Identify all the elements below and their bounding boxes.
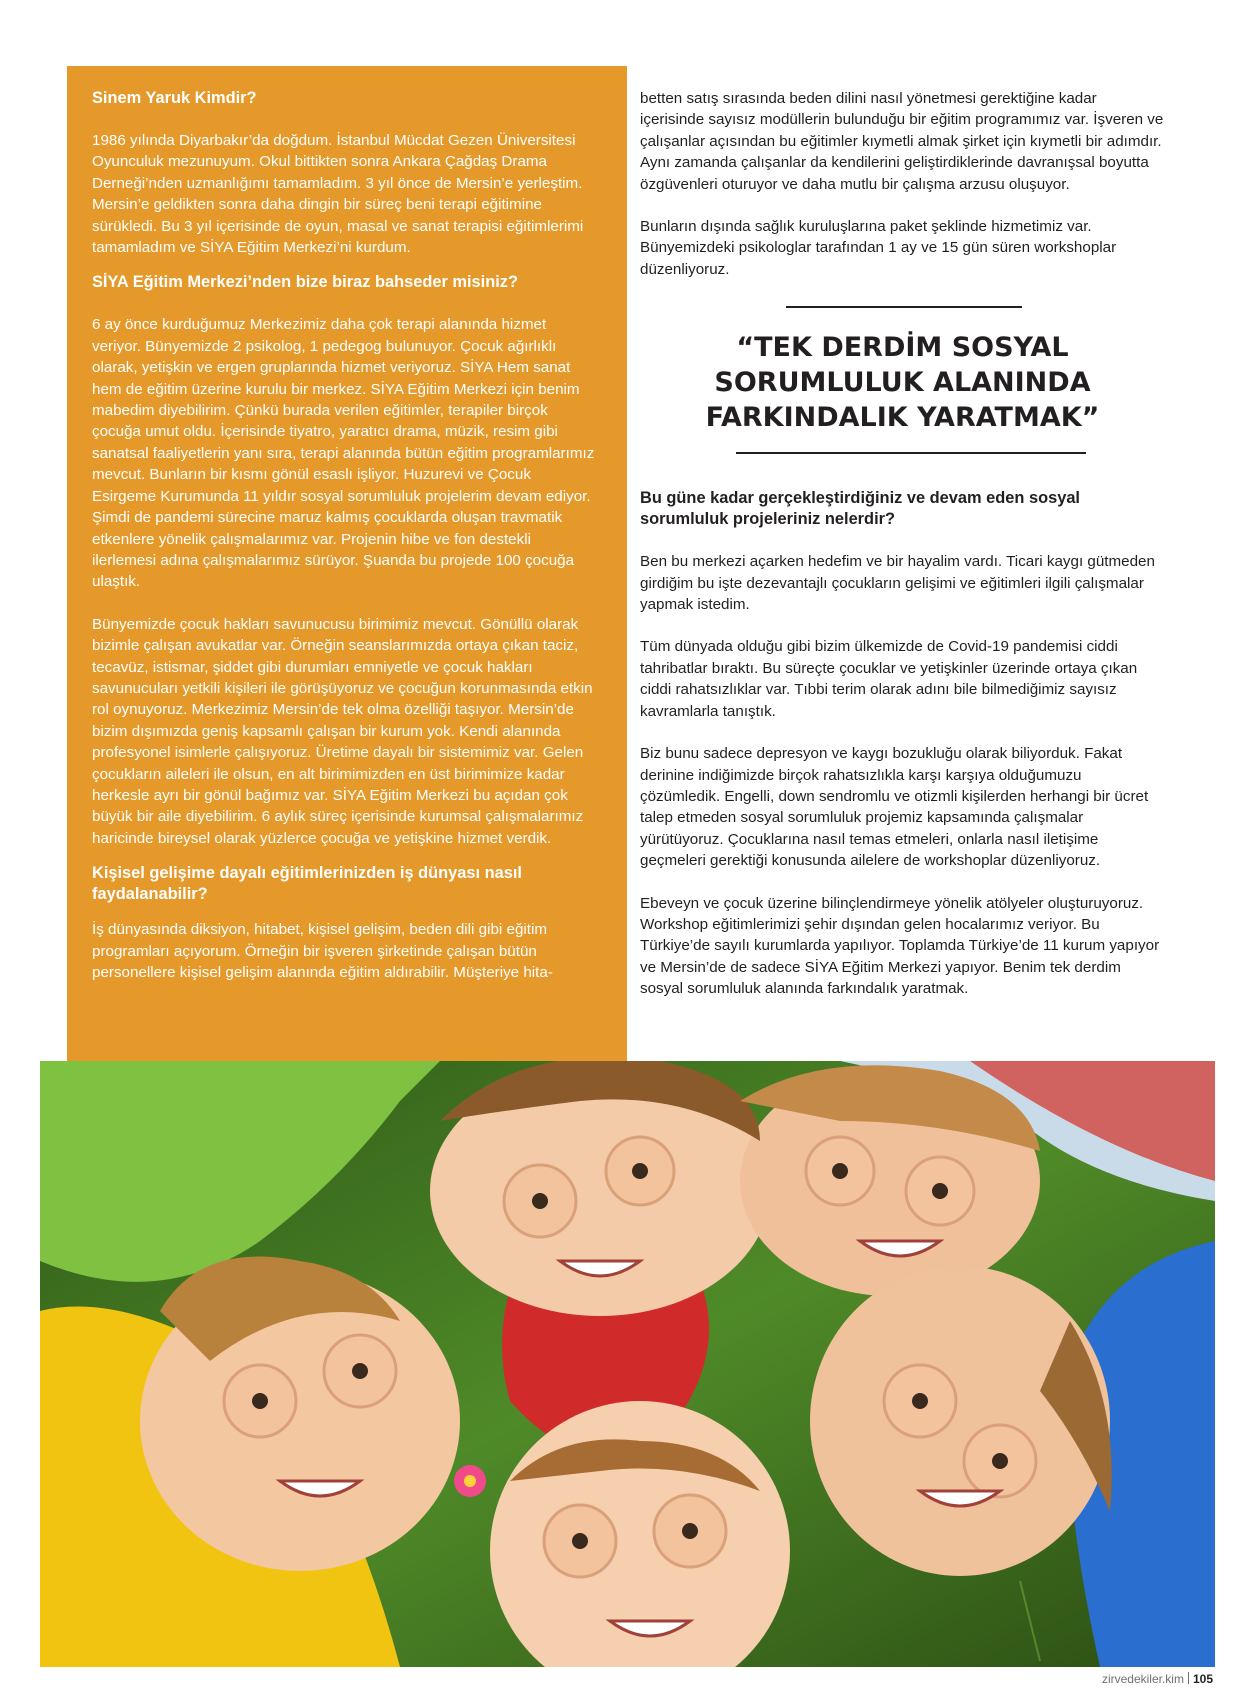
right-paragraph-1: betten satış sırasında beden dilini nasıl yönetmesi gerektiğine kadar içerisinde sayısız modüllerin bulunduğu bir eğitim programımız var. İşveren ve çalışanlar açısından bu eğitimler kıymetli almak şirket için kıymetli bir adımdır. Aynı zamanda çalışanlar da kendilerini geliştirdiklerinde davranışsal boyutta özgüvenleri oturuyor ve daha mutlu bir çalışma arzusu oluşuyor. — [640, 90, 1164, 193]
right-paragraph-4: Tüm dünyada olduğu gibi bizim ülkemizde de Covid-19 pandemisi ciddi tahribatlar bıraktı. Bu süreçte çocuklar ve yetişkinler üzerinde ortaya çıkan ciddi rahatsızlıklar var. Tıbbi terim olarak adını bile bilmediğimiz sayısız kavramlarla tanıştık. — [640, 638, 1138, 720]
footer-separator — [1188, 1672, 1189, 1684]
heading-business-world: Kişisel gelişime dayalı eğitimlerinizden iş dünyası nasıl faydalanabilir? — [92, 864, 522, 904]
right-paragraph-3: Ben bu merkezi açarken hedefim ve bir hayalim vardı. Ticari kaygı gütmeden girdiğim bu işte dezevantajlı çocukların gelişimi ve eğitimleri ilgili çalışmalar yapmak istedim. — [640, 553, 1155, 614]
left-paragraph-3: Bünyemizde çocuk hakları savunucusu birimimiz mevcut. Gönüllü olarak bizimle çalışan avukatlar var. Örneğin seanslarımızda ortaya çıkan taciz, tecavüz, istismar, şiddet gibi durumları emniyetle ve çocuk hakları savunucuları yetkili kişileri ile görüşüyoruz ve çocuğun korunmasında etkin rol oynuyoruz. Merkezimiz Mersin’de tek olma özelliği taşıyor. Mersin’de bizim dışımızda geniş kapsamlı çalışan bir kurum yok. Kendi alanında profesyonel isimlerle çalışıyoruz. Üretime dayalı bir sistemimiz var. Gelen çocukların aileleri ile olsun, en alt birimimizden en üst birimimize kadar herkesle ayrı bir gönül bağımız var. SİYA Eğitim Merkezi bu açıdan çok büyük bir aile diyebilirim. 6 aylık süreç içerisinde kurumsal çalışmalarımız haricinde bireysel olarak yüzlerce çocuğa ve yetişkine hizmet verdik. — [92, 615, 593, 847]
right-text-column — [640, 88, 1165, 1000]
children-photo-illustration — [40, 1061, 1215, 1667]
page-number: 105 — [1192, 1672, 1213, 1686]
left-paragraph-4: İş dünyasında diksiyon, hitabet, kişisel gelişim, beden dili gibi eğitim programları açıyorum. Örneğin bir işveren şirketinde çalışan bütün personellere kişisel gelişim alanında eğitim aldırabilir. Müşteriye hita- — [92, 921, 553, 981]
footer-site: zirvedekiler.kim — [1101, 1672, 1184, 1686]
left-paragraph-2: 6 ay önce kurduğumuz Merkezimiz daha çok terapi alanında hizmet veriyor. Bünyemizde 2 psikolog, 1 pedegog bulunuyor. Çocuk ağırlıklı olarak, yetişkin ve ergen gruplarında hizmet veriyoruz. SİYA Hem sanat hem de eğitim üzerine kurulu bir merkez. SİYA Eğitim Merkezi için benim mabedim diyebilirim. Çünkü burada verilen eğitimler, terapiler birçok çocuğa umut oldu. İçerisinde tiyatro, yaratıcı drama, müzik, resim gibi sanatsal faaliyetlerin yanı sıra, terapi alanında bütün eğitim programlarımız mevcut. Bunların bir kısmı gönül esaslı işliyor. Huzurevi ve Çocuk Esirgeme Kurumunda 11 yıldır sosyal sorumluluk projelerim devam ediyor. Şimdi de pandemi sürecine maruz kalmış çocuklarda oluşan travmatik etkenlere yönelik çalışmalarımız var. Projenin hibe ve fon destekli ilerlemesi adına çalışmalarımız sürüyor. Şuanda bu projede 100 çocuğa ulaştık. — [92, 316, 595, 591]
heading-about-siya: SİYA Eğitim Merkezi’nden bize biraz bahseder misiniz? — [92, 273, 518, 292]
pull-quote-block — [640, 294, 1165, 466]
pull-quote: “TEK DERDİM SOSYAL SORUMLULUK ALANINDA FARKINDALIK YARATMAK” — [705, 332, 1100, 434]
page-footer — [1102, 1672, 1213, 1686]
left-paragraph-1: 1986 yılında Diyarbakır’da doğdum. İstanbul Mücdat Gezen Üniversitesi Oyunculuk mezunuyum. Okul bittikten sonra Ankara Çağdaş Drama Derneği’nden uzmanlığımı tamamladım. 3 yıl önce de Mersin’e yerleştim. Mersin’e geldikten sonra daha dingin bir süreç beni terapi eğitimine sürükledi. Bu 3 yıl içerisinde de oyun, masal ve sanat terapisi eğitimlerimi tamamladım ve SİYA Eğitim Merkezi’ni kurdum. — [92, 132, 584, 257]
heading-who-is-sinem-yaruk: Sinem Yaruk Kimdir? — [92, 89, 257, 107]
right-paragraph-2: Bunların dışında sağlık kuruluşlarına paket şeklinde hizmetimiz var. Bünyemizdeki psikologlar tarafından 1 ay ve 15 gün süren workshoplar düzenliyoruz. — [640, 218, 1117, 278]
quote-top-rule — [786, 306, 1022, 308]
children-photo — [40, 1061, 1215, 1667]
quote-bottom-rule — [736, 452, 1086, 454]
right-paragraph-6: Ebeveyn ve çocuk üzerine bilinçlendirmeye yönelik atölyeler oluşturuyoruz. Workshop eğitimlerimizi şehir dışından gelen hocalarımız veriyor. Bu Türkiye’de sayılı kurumlarda yapılıyor. Toplamda Türkiye’de 11 kurum yapıyor ve Mersin’de de sadece SİYA Eğitim Merkezi yapıyor. Benim tek derdim sosyal sorumluluk alanında farkındalık yaratmak. — [640, 894, 1160, 998]
heading-social-responsibility-projects: Bu güne kadar gerçekleştirdiğiniz ve devam eden sosyal sorumluluk projeleriniz nelerdir? — [640, 489, 1080, 529]
right-paragraph-5: Biz bunu sadece depresyon ve kaygı bozukluğu olarak biliyorduk. Fakat derinine indiğimizde birçok rahatsızlıkla karşı karşıya olduğumuzu çözümledik. Engelli, down sendromlu ve otizmli kişilerden herhangi bir ücret talep etmeden sosyal sorumluluk projemiz kapsamında çalışmalar yürütüyoruz. Çocuklarına nasıl temas etmeleri, onlarla nasıl iletişime geçmeleri gerektiği konusunda ailelere de workshoplar düzenliyoruz. — [640, 745, 1149, 870]
left-orange-column — [67, 66, 627, 1061]
